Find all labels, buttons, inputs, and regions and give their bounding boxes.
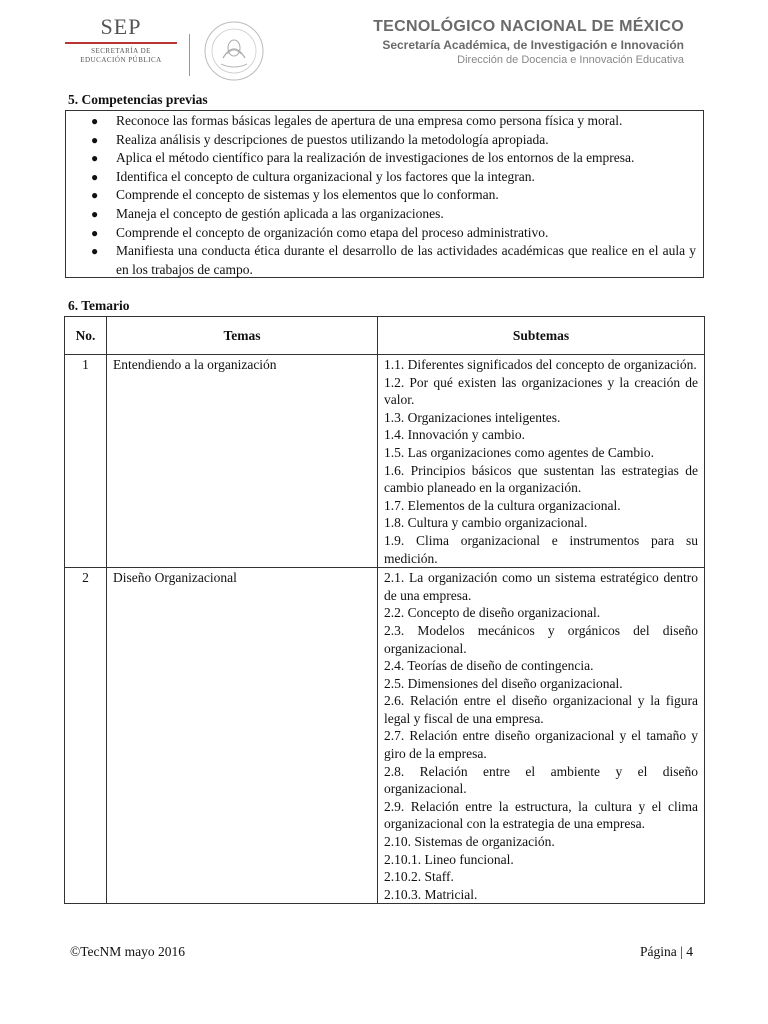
subtema-item: 2.10.1. Lineo funcional.: [384, 851, 514, 867]
subtema-item: 1.5. Las organizaciones como agentes de Cambio.: [384, 444, 655, 460]
subtema-item: 1.8. Cultura y cambio organizacional.: [384, 515, 588, 531]
subtema-item: 2.10.2. Staff.: [384, 869, 454, 885]
competencia-text: Comprende el concepto de sistemas y los elementos que lo conforman.: [116, 187, 499, 203]
table-header-row: [65, 317, 705, 355]
bullet-icon: ●: [91, 151, 99, 166]
competencias-box: [65, 110, 704, 278]
competencia-text: Manifiesta una conducta ética durante el desarrollo de las actividades académicas que realice en el aula y en los trabajos de campo.: [116, 243, 696, 277]
footer-copyright: ©TecNM mayo 2016: [70, 944, 186, 959]
table-row: [65, 568, 705, 904]
list-item: [66, 168, 703, 187]
subtema-item: 2.5. Dimensiones del diseño organizacional.: [384, 675, 623, 691]
competencia-text: Identifica el concepto de cultura organizacional y los factores que la integran.: [116, 168, 535, 184]
subtema-item: 1.7. Elementos de la cultura organizacional.: [384, 497, 621, 513]
bullet-icon: ●: [91, 132, 99, 147]
sep-logo: [62, 14, 180, 65]
bullet-icon: ●: [91, 206, 99, 221]
competencia-text: Comprende el concepto de organización como etapa del proceso administrativo.: [116, 224, 549, 240]
subtema-item: 2.6. Relación entre el diseño organizacional y la figura legal y fiscal de una empresa.: [384, 693, 698, 726]
competencia-text: Realiza análisis y descripciones de puestos utilizando la metodología apropiada.: [116, 131, 549, 147]
subtema-item: 2.10.3. Matricial.: [384, 886, 478, 902]
sep-logo-subtitle-1: SECRETARÍA DE: [91, 47, 151, 55]
subtema-item: 1.2. Por qué existen las organizaciones y la creación de valor.: [384, 374, 698, 408]
subtema-item: 1.9. Clima organizacional e instrumentos para su medición.: [384, 532, 698, 566]
subtema-item: 1.6. Principios básicos que sustentan las estrategias de cambio planeado en la organización.: [384, 462, 698, 496]
subtema-item: 2.1. La organización como un sistema estratégico dentro de una empresa.: [384, 570, 698, 603]
subtema-item: 2.8. Relación entre el ambiente y el diseño organizacional.: [384, 763, 698, 797]
competencias-list: [66, 112, 703, 279]
list-item: [66, 205, 703, 224]
list-item: [66, 131, 703, 150]
header-subtemas: Subtemas: [378, 317, 705, 355]
subtema-item: 2.4. Teorías de diseño de contingencia.: [384, 658, 594, 674]
bullet-icon: ●: [91, 114, 99, 128]
institution-name: TECNOLÓGICO NACIONAL DE MÉXICO: [373, 18, 684, 35]
page-header: [0, 0, 768, 90]
subtema-item: 2.2. Concepto de diseño organizacional.: [384, 605, 601, 621]
temario-table: [64, 316, 705, 904]
bullet-icon: ●: [91, 169, 99, 184]
header-divider: [189, 34, 190, 76]
subtema-item: 1.4. Innovación y cambio.: [384, 427, 525, 443]
temario-title: 6. Temario: [68, 298, 130, 313]
sep-logo-subtitle-2: EDUCACIÓN PÚBLICA: [80, 56, 162, 64]
row-subtemas: [378, 568, 705, 904]
institution-block: [373, 18, 684, 66]
list-item: [66, 112, 703, 131]
subtema-item: 1.3. Organizaciones inteligentes.: [384, 409, 561, 425]
subtema-item: 2.9. Relación entre la estructura, la cultura y el clima organizacional con la estrategia de una empresa.: [384, 798, 698, 832]
row-tema: Entendiendo a la organización: [107, 355, 378, 568]
direction-name: Dirección de Docencia e Innovación Educativa: [457, 54, 684, 66]
row-tema: Diseño Organizacional: [107, 568, 378, 904]
competencia-text: Maneja el concepto de gestión aplicada a las organizaciones.: [116, 205, 444, 221]
row-subtemas: [378, 355, 705, 568]
competencia-text: Aplica el método científico para la realización de investigaciones de los entornos de la empresa.: [116, 150, 635, 166]
header-no: No.: [65, 317, 107, 355]
list-item: [66, 186, 703, 205]
subtema-item: 2.3. Modelos mecánicos y orgánicos del diseño organizacional.: [384, 622, 698, 656]
subtema-item: 2.7. Relación entre diseño organizacional y el tamaño y giro de la empresa.: [384, 728, 698, 762]
competencia-text: Reconoce las formas básicas legales de apertura de una empresa como persona física y moral.: [116, 113, 623, 128]
row-number: 1: [65, 355, 107, 568]
secretariat-name: Secretaría Académica, de Investigación e Innovación: [382, 38, 684, 52]
subtema-item: 2.10. Sistemas de organización.: [384, 834, 555, 850]
bullet-icon: ●: [91, 244, 99, 259]
national-seal-icon: [203, 20, 265, 82]
list-item: [66, 224, 703, 243]
footer-page-number: Página | 4: [640, 944, 693, 959]
list-item: [66, 242, 703, 279]
subtema-item: 1.1. Diferentes significados del concepto de organización.: [384, 357, 697, 372]
competencias-title: 5. Competencias previas: [68, 92, 208, 107]
sep-logo-title: SEP: [100, 14, 142, 39]
list-item: [66, 149, 703, 168]
row-number: 2: [65, 568, 107, 904]
table-row: [65, 355, 705, 568]
bullet-icon: ●: [91, 225, 99, 240]
sep-logo-rule: [65, 42, 177, 44]
header-temas: Temas: [107, 317, 378, 355]
bullet-icon: ●: [91, 188, 99, 203]
